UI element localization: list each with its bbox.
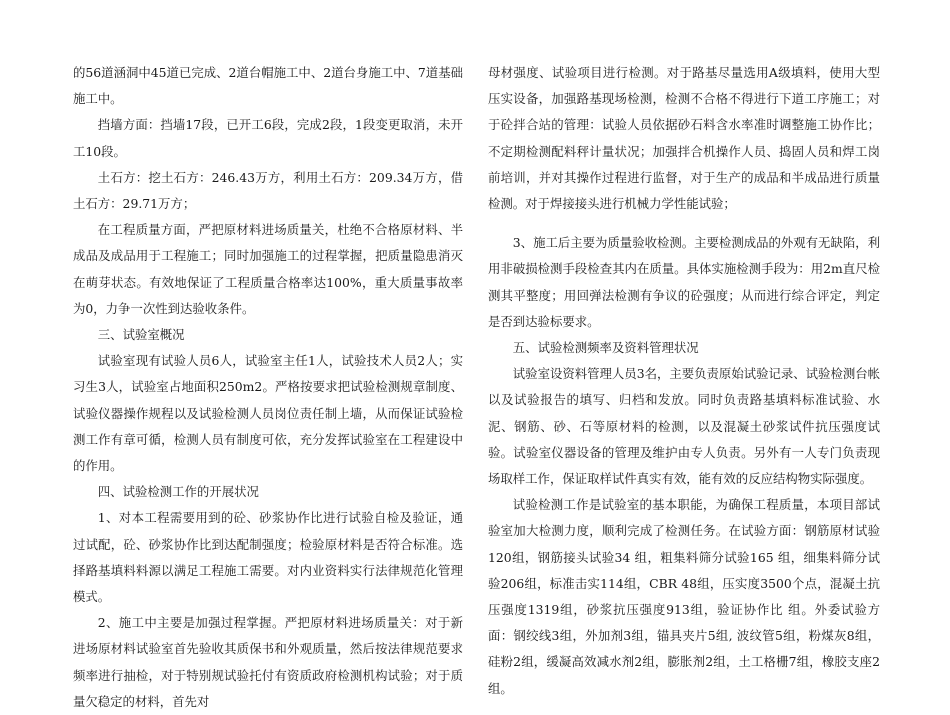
left-column	[73, 60, 463, 715]
paragraph-test-counts: 试验检测工作是试验室的基本职能，为确保工程质量，本项目部试验室加大检测力度，顺利完成了检测任务。在试验方面：钢筋原材试验120组，钢筋接头试验34 组，粗集料筛分试验165 组，细集料筛分试验206组，标准击实114组，CBR 48组，压实度3500个点，混凝土抗压强度1319组，砂浆抗压强度913组，验证协作比 组。外委试验方面：钢绞线3组，外加剂3组，锚具夹片5组, 波纹管5组，粉煤灰8组，硅粉2组，缓凝高效减水剂2组，膨胀剂2组，土工格栅7组，橡胶支座2组。	[488, 497, 880, 696]
paragraph-gap	[488, 217, 880, 230]
paragraph-testing-item-3: 3、施工后主要为质量验收检测。主要检测成品的外观有无缺陷，利用非破损检测手段检查其内在质量。具体实施检测手段为：用2m直尺检测其平整度；用回弹法检测有争议的砼强度；从而进行综合评定，判定是否到达验标要求。	[488, 235, 881, 329]
heading-lab-overview: 三、试验室概况	[97, 327, 185, 343]
paragraph-testing-item-1: 1、对本工程需要用到的砼、砂浆协作比进行试验自检及验证，通过试配，砼、砂浆协作比到达配制强度；检验原材料是否符合标准。选择路基填料料源以满足工程施工需要。对内业资料实行法律规范化管理模式。	[73, 510, 463, 605]
paragraph-retaining-walls: 挡墙方面：挡墙17段，已开工6段，完成2段，1段变更取消，未开工10段。	[73, 117, 463, 159]
paragraph-lab-overview: 试验室现有试验人员6人，试验室主任1人，试验技术人员2人；实习生3人，试验室占地面积250m2。严格按要求把试验检测规章制度、试验仪器操作规程以及试验检测人员岗位责任制上墙，从而保证试验检测工作有章可循，检测人员有制度可依，充分发挥试验室在工程建设中的作用。	[73, 353, 463, 474]
paragraph-quality: 在工程质量方面，严把原材料进场质量关，杜绝不合格原材料、半成品及成品用于工程施工；同时加强施工的过程掌握，把质量隐患消灭在萌芽状态。有效地保证了工程质量合格率达100%，重大质量事故率为0，力争一次性到达验收条件。	[73, 222, 463, 316]
paragraph-testing-item-2: 2、施工中主要是加强过程掌握。严把原材料进场质量关：对于新进场原材料试验室首先验收其质保书和外观质量，然后按法律规范要求频率进行抽检，对于特别规试验托付有资质政府检测机构试验；对于质量欠稳定的材料，首先对	[73, 615, 463, 709]
paragraph-earthwork: 土石方：挖土石方：246.43万方，利用土石方：209.34万方，借土石方：29.71万方；	[73, 169, 463, 212]
heading-frequency-records: 五、试验检测频率及资料管理状况	[512, 340, 699, 356]
heading-testing-work: 四、试验检测工作的开展状况	[97, 484, 259, 500]
paragraph-culverts: 的56道涵洞中45道已完成、2道台帽施工中、2道台身施工中、7道基础施工中。	[73, 65, 463, 107]
paragraph-records-staff: 试验室设资料管理人员3名，主要负责原始试验记录、试验检测台帐以及试验报告的填写、归档和发放。同时负责路基填料标准试验、水泥、钢筋、砂、石等原材料的检测，以及混凝土砂浆试件抗压强度试验。试验室仪器设备的管理及维护由专人负责。另外有一人专门负责现场取样工作，保证取样试件真实有效，能有效的反应结构物实际强度。	[488, 366, 881, 487]
right-column	[488, 60, 880, 702]
paragraph-testing-continued: 母材强度、试验项目进行检测。对于路基尽量选用A级填料，使用大型压实设备，加强路基现场检测，检测不合格不得进行下道工序施工；对于砼拌合站的管理：试验人员依据砂石料含水率准时调整施工协作比；不定期检测配料秤计量状况；加强拌合机操作人员、捣固人员和焊工岗前培训，并对其操作过程进行监督，对于生产的成品和半成品进行质量检测。对于焊接接头进行机械力学性能试验；	[488, 65, 880, 212]
